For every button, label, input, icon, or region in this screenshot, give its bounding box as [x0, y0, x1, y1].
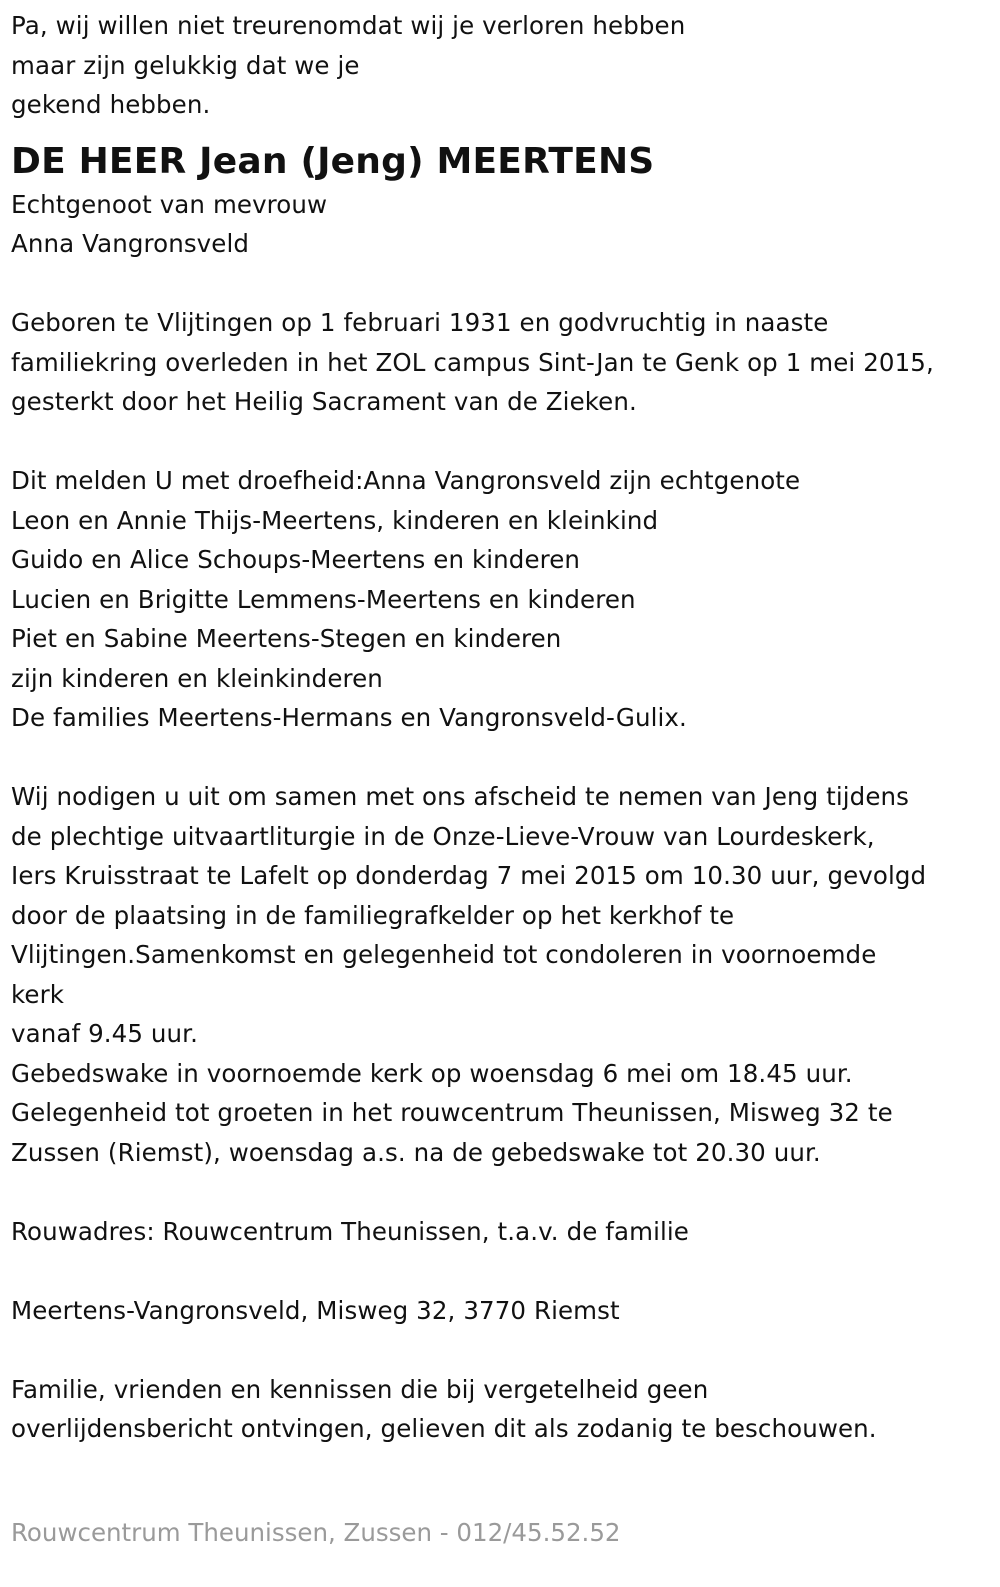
funeral-home-footer: Rouwcentrum Theunissen, Zussen - 012/45.52.52 [11, 1518, 621, 1547]
deceased-name-title: DE HEER Jean (Jeng) MEERTENS [11, 140, 655, 182]
paragraph-gap [11, 264, 990, 304]
family-line: zijn kinderen en kleinkinderen [11, 663, 383, 693]
ceremony-line: vanaf 9.45 uur. [11, 1019, 198, 1048]
birth-death-line: Geboren te Vlijtingen op 1 februari 1931 en godvruchtig in naaste [11, 308, 829, 337]
ceremony-line: Gelegenheid tot groeten in het rouwcentrum Theunissen, Misweg 32 te [11, 1098, 893, 1127]
mourning-address-continued [11, 1291, 990, 1331]
birth-death-details [11, 303, 990, 422]
paragraph-gap [11, 1330, 990, 1370]
ceremony-details [11, 777, 990, 1172]
ceremony-line: Iers Kruisstraat te Lafelt op donderdag 7 mei 2015 om 10.30 uur, gevolgd [11, 861, 927, 890]
mourning-address-line: Rouwadres: Rouwcentrum Theunissen, t.a.v. de familie [11, 1216, 689, 1246]
paragraph-gap [11, 738, 990, 778]
family-line: De families Meertens-Hermans en Vangronsveld-Gulix. [11, 703, 687, 732]
poem-line: gekend hebben. [11, 90, 211, 119]
ceremony-line: Zussen (Riemst), woensdag a.s. na de gebedswake tot 20.30 uur. [11, 1137, 821, 1167]
birth-death-line: gesterkt door het Heilig Sacrament van de Zieken. [11, 387, 637, 416]
poem-line: maar zijn gelukkig dat we je [11, 50, 360, 80]
paragraph-gap [11, 1172, 990, 1212]
family-line: Lucien en Brigitte Lemmens-Meertens en kinderen [11, 584, 636, 614]
spouse-line: Anna Vangronsveld [11, 229, 250, 258]
ceremony-line: Gebedswake in voornoemde kerk op woensdag 6 mei om 18.45 uur. [11, 1058, 853, 1088]
opening-poem [11, 6, 990, 125]
ceremony-line: Vlijtingen.Samenkomst en gelegenheid tot condoleren in voornoemde [11, 940, 877, 969]
mourning-address-line: Meertens-Vangronsveld, Misweg 32, 3770 Riemst [11, 1295, 620, 1325]
notice-line: Familie, vrienden en kennissen die bij vergetelheid geen [11, 1374, 709, 1404]
family-line: Dit melden U met droefheid:Anna Vangronsveld zijn echtgenote [11, 466, 801, 495]
paragraph-gap [11, 1251, 990, 1291]
notice-paragraph [11, 1370, 990, 1449]
mourning-address [11, 1212, 990, 1252]
family-line: Leon en Annie Thijs-Meertens, kinderen en kleinkind [11, 505, 659, 535]
poem-line: Pa, wij willen niet treurenomdat wij je verloren hebben [11, 11, 686, 40]
announcement-family-list [11, 461, 990, 738]
birth-death-line: familiekring overleden in het ZOL campus Sint-Jan te Genk op 1 mei 2015, [11, 347, 934, 377]
notice-line: overlijdensbericht ontvingen, gelieven dit als zodanig te beschouwen. [11, 1414, 877, 1443]
ceremony-line: door de plaatsing in de familiegrafkelder op het kerkhof te [11, 900, 735, 930]
spouse-info [11, 185, 990, 264]
ceremony-line: Wij nodigen u uit om samen met ons afscheid te nemen van Jeng tijdens [11, 782, 910, 811]
paragraph-gap [11, 422, 990, 462]
ceremony-line: kerk [11, 979, 65, 1009]
ceremony-line: de plechtige uitvaartliturgie in de Onze-Lieve-Vrouw van Lourdeskerk, [11, 821, 875, 851]
family-line: Piet en Sabine Meertens-Stegen en kinderen [11, 624, 562, 653]
spouse-line: Echtgenoot van mevrouw [11, 189, 328, 219]
family-line: Guido en Alice Schoups-Meertens en kinderen [11, 545, 581, 574]
